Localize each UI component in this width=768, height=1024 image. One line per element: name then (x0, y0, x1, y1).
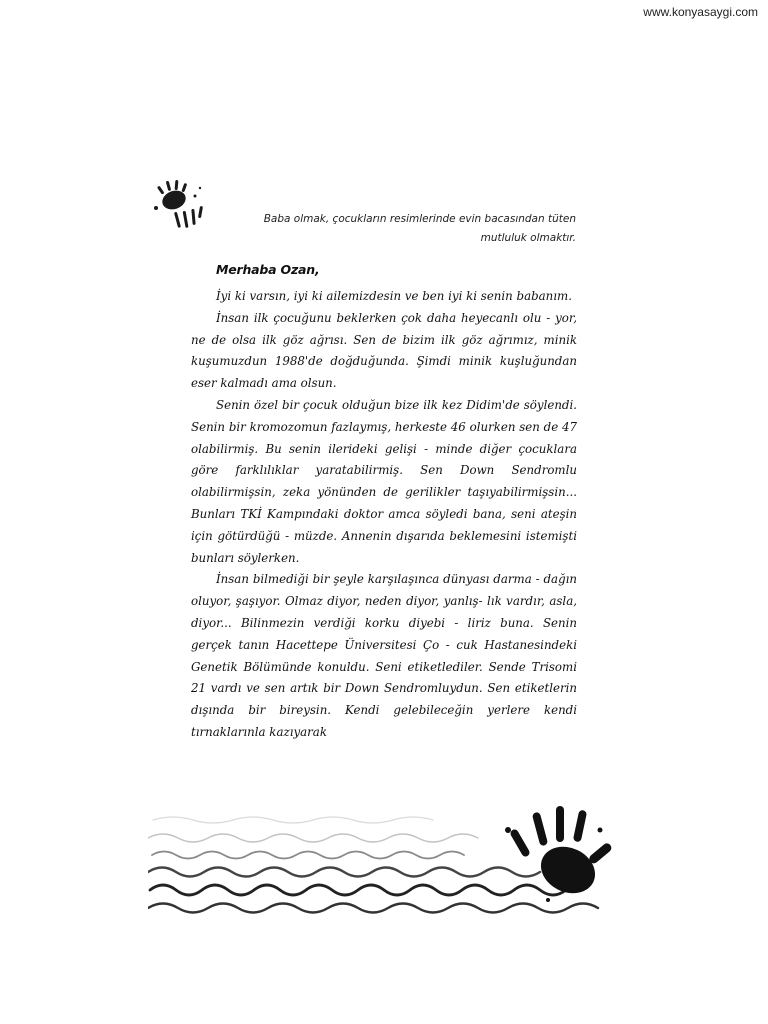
letter-body (191, 286, 577, 744)
handwriting-illustration (148, 800, 618, 920)
handprint-icon (150, 178, 212, 234)
paragraph: İyi ki varsın, iyi ki ailemizdesin ve ben iyi ki senin babanım. (216, 289, 572, 303)
site-url: www.konyasaygi.com (643, 5, 758, 19)
epigraph-line-2: mutluluk olmaktır. (480, 232, 576, 244)
paragraph: İnsan bilmediği bir şeyle karşılaşınca dünyası darma - dağın oluyor, şaşıyor. Olmaz diyor, neden diyor, yanlış- lık vardır, asla, diyor... Bilinmezin verdiği korku diyebi - liriz buna. Senin gerçek tanın Hacettepe Üniversitesi Ço - cuk Hastanesindeki Genetik Bölümünde konuldu. Seni etiketlediler. Sende Trisomi 21 vardı ve sen artık bir Down Sendromluydun. Sen etiketlerin dışında bir bireysin. Kendi gelebileceğin yerlere kendi tırnaklarınla kazıyarak (191, 572, 577, 739)
letter-greeting: Merhaba Ozan, (216, 262, 320, 277)
epigraph-line-1: Baba olmak, çocukların resimlerinde evin bacasından tüten (263, 213, 576, 225)
epigraph (210, 210, 576, 248)
paragraph: İnsan ilk çocuğunu beklerken çok daha heyecanlı olu - yor, ne de olsa ilk göz ağrısı. Sen de bizim ilk göz ağrımız, minik kuşumuzdun 1988'de doğduğunda. Şimdi minik kuşluğundan eser kalmadı ama olsun. (191, 310, 577, 391)
handprint-large-icon (505, 806, 613, 902)
paragraph: Senin özel bir çocuk olduğun bize ilk kez Didim'de söylendi. Senin bir kromozomun fazlaymış, herkeste 46 olurken sen de 47 olabilirmiş. Bu senin ilerideki gelişi - minde diğer çocuklara göre farklılıklar yaratabilirmiş. Sen Down Sendromlu olabilirmişsin, zeka yönünden de gerilikler taşıyabilirmişsin... Bunları TKİ Kampındaki doktor amca söyledi bana, seni ateşin için götürdüğü - müzde. Annenin dışarıda beklemesini istemişti bunları söylerken. (191, 397, 577, 565)
